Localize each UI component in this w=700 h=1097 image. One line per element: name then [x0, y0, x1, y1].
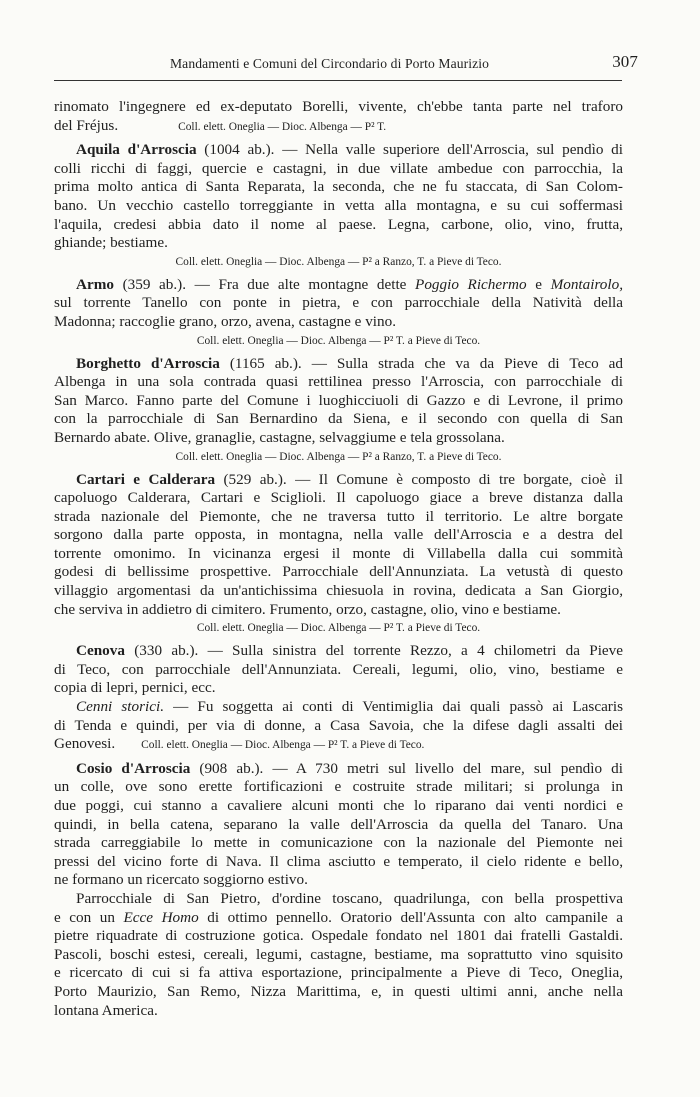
entry-borghetto — [54, 355, 623, 374]
text-line: bano. Un vecchio castello torreggiante in vetta alla montagna, e su cui soffermasi — [54, 196, 623, 214]
text-line: due poggi, cui stanno a cavaliere alcuni monti che lo riparano dai venti nordici e — [54, 797, 623, 814]
text-line — [54, 642, 623, 661]
text-line: del Fréjus. — [54, 116, 119, 134]
text-line — [54, 909, 623, 928]
text-line: prima molto antica di Santa Reparata, la seconda, che ne fu staccata, di San Colom- — [54, 178, 623, 196]
text-line: e ricercato di cui si fa attiva esportazione, principalmente a Pieve di Teco, Oneglia, — [54, 964, 623, 982]
collegio-note: Coll. elett. Oneglia — Dioc. Albenga — P² T. a Pieve di Teco. — [141, 739, 425, 752]
entry-text: e con un — [54, 908, 124, 926]
text-line: torrente omonimo. In vicinanza ergesi il monte di Villabella dalla cui sommità — [54, 544, 623, 562]
running-header — [54, 52, 638, 76]
cenni-storici-label: Cenni storici. — [76, 698, 164, 716]
text-line: strada carreggiabile lo mette in comunicazione con la nazionale del Piemonte nei — [54, 834, 623, 852]
entry-text: di ottimo pennello. Oratorio dell'Assunta con alto campanile a — [198, 908, 624, 926]
entry-aquila-body — [54, 160, 623, 271]
text-line — [54, 760, 623, 779]
text-line: villaggio argomentasi da un'antichissima chiesuola in rovina, dedicata a San Giorgio, — [54, 582, 623, 600]
collegio-note: Coll. elett. Oneglia — Dioc. Albenga — P² T. a Pieve di Teco. — [196, 622, 481, 635]
header-title: Mandamenti e Comuni del Circondario di Porto Maurizio — [170, 56, 490, 71]
entry-text: e — [526, 275, 551, 293]
text-line: San Marco. Fanno parte del Comune i luoghicciuoli di Gazzo e di Levrone, il primo — [54, 391, 623, 409]
entry-name: Armo — [76, 275, 114, 293]
entry-aquila — [54, 141, 623, 160]
text-line: sorgono dalla parte opposta, in montagna, nella valle dell'Arroscia e a destra del — [54, 526, 623, 544]
text-line-with-coll — [54, 735, 623, 755]
text-line: capoluogo Calderara, Cartari e Sciglioli. Il capoluogo giace a breve distanza dalla — [54, 489, 623, 507]
entry-name: Cenova — [76, 642, 125, 660]
text-line: quindi, in bella catena, separano la valle dell'Arroscia da quella del Tanaro. Una — [54, 815, 623, 833]
text-line: di Teco, con parrocchiale dell'Annunziata. Cereali, legumi, olio, vino, bestiame e — [54, 660, 623, 678]
collegio-note: Coll. elett. Oneglia — Dioc. Albenga — P² a Ranzo, T. a Pieve di Teco. — [175, 450, 502, 463]
entry-text: (908 ab.). — A 730 metri sul livello del mare, sul pendìo di — [190, 759, 623, 777]
page-body — [54, 98, 623, 1020]
italic-text: Ecce Homo — [123, 908, 199, 926]
text-line: un colle, ove sono erette fortificazioni e costruite strade militari; si prolunga in — [54, 778, 623, 796]
collegio-note: Coll. elett. Oneglia — Dioc. Albenga — P² a Ranzo, T. a Pieve di Teco. — [175, 255, 502, 268]
entry-name: Aquila d'Arroscia — [76, 141, 197, 159]
text-line — [54, 355, 623, 374]
entry-cosio-para2 — [54, 890, 623, 909]
entry-cartari — [54, 471, 623, 490]
text-line: ghiande; bestiame. — [54, 234, 168, 252]
text-line: Albenga in una sola contrada quasi rettilinea presso l'Arroscia, con parrocchiale di — [54, 373, 623, 391]
text-line: Parrocchiale di San Pietro, d'ordine toscano, quadrilunga, con bella prospettiva — [76, 889, 623, 907]
entry-cenova-body — [54, 661, 623, 698]
collegio-note: Coll. elett. Oneglia — Dioc. Albenga — P² T. — [178, 120, 387, 133]
entry-armo-body — [54, 294, 623, 349]
text-line — [54, 698, 623, 717]
text-line: l'aquila, credesi abbia dato il nome al paese. Legna, carbone, olio, vino, frutta, — [54, 215, 623, 233]
entry-name: Cosio d'Arroscia — [76, 759, 191, 777]
text-line: sul torrente Tanello con ponte in pietra, e con parrocchiale della Natività della — [54, 294, 623, 312]
entry-cosio — [54, 760, 623, 779]
text-line: ne formano un ricercato soggiorno estivo. — [54, 871, 308, 889]
text-line: pressi del vicino forte di Nava. Il clima asciutto e temperato, il cielo ridente e bello, — [54, 852, 623, 870]
text-line: rinomato l'ingegnere ed ex-deputato Borelli, vivente, ch'ebbe tanta parte nel traforo — [54, 98, 623, 115]
text-line: strada nazionale del Piemonte, che ne traversa tutto il territorio. Le altre borgate — [54, 507, 623, 525]
text-line — [54, 141, 623, 160]
entry-cenova-cenni-body — [54, 717, 623, 755]
entry-text: (330 ab.). — Sulla sinistra del torrente Rezzo, a 4 chilometri da Pieve — [124, 642, 623, 660]
entry-borghetto-body — [54, 373, 623, 465]
entry-text: (529 ab.). — Il Comune è composto di tre borgate, cioè il — [215, 470, 624, 488]
italic-text: Poggio Richermo — [415, 275, 527, 293]
page-number: 307 — [612, 52, 638, 71]
entry-cartari-body — [54, 489, 623, 637]
entry-cosio-body — [54, 778, 623, 890]
intro-paragraph — [54, 98, 623, 136]
text-line: con la parrocchiale di San Bernardino da Siena, e il secondo con quella di San — [54, 410, 623, 428]
text-line: colli ricchi di faggi, quercie e castagni, in due villate ambedue con parrocchia, la — [54, 159, 623, 177]
text-line: godesi di bellissime prospettive. Parrocchiale dell'Annunziata. La vetustà di questo — [54, 563, 623, 581]
text-line: pietre riquadrate di costruzione gotica. Ospedale fondato nel 1801 dai fratelli Gastaldi. — [54, 927, 623, 945]
entry-cosio-para2-body — [54, 909, 623, 1021]
entry-text: (359 ab.). — Fra due alte montagne dette — [113, 275, 416, 293]
text-line-with-coll — [54, 117, 623, 137]
text-line — [54, 471, 623, 490]
entry-cenova-cenni — [54, 698, 623, 717]
entry-name: Cartari e Calderara — [76, 470, 216, 488]
entry-text: (1004 ab.). — Nella valle superiore dell'Arroscia, sul pendìo di — [196, 141, 623, 159]
text-line — [54, 276, 623, 295]
text-line: di Tenda e quindi, per via di donne, a Casa Savoia, che la difese dagli assalti dei — [54, 716, 623, 734]
text-line: Bernardo abate. Olive, granaglie, castagne, selvaggiume e tela grossolana. — [54, 428, 505, 446]
text-line: Madonna; raccoglie grano, orzo, avena, castagne e vino. — [54, 312, 396, 330]
text-line: Pascoli, boschi estesi, cereali, legumi, castagne, bestiame, ma soprattutto vino squisito — [54, 945, 623, 963]
text-line: lontana America. — [54, 1001, 158, 1019]
text-line: Genovesi. — [54, 735, 116, 753]
entry-text: (1165 ab.). — Sulla strada che va da Pieve di Teco ad — [219, 354, 623, 372]
entry-cenova — [54, 642, 623, 661]
entry-name: Borghetto d'Arroscia — [76, 354, 220, 372]
text-line: che serviva in addietro di cimitero. Frumento, orzo, castagne, olio, vino e bestiame. — [54, 600, 561, 618]
header-rule — [54, 80, 622, 81]
entry-text: — Fu soggetta ai conti di Ventimiglia dai quali passò ai Lascaris — [164, 698, 623, 716]
collegio-note: Coll. elett. Oneglia — Dioc. Albenga — P² T. a Pieve di Teco. — [196, 334, 481, 347]
text-line: Porto Maurizio, San Remo, Nizza Marittima, e, in questi ultimi anni, anche nella — [54, 982, 623, 1000]
entry-armo — [54, 276, 623, 295]
text-line: copia di lepri, pernici, ecc. — [54, 679, 216, 697]
italic-text: Montairolo, — [550, 275, 624, 293]
